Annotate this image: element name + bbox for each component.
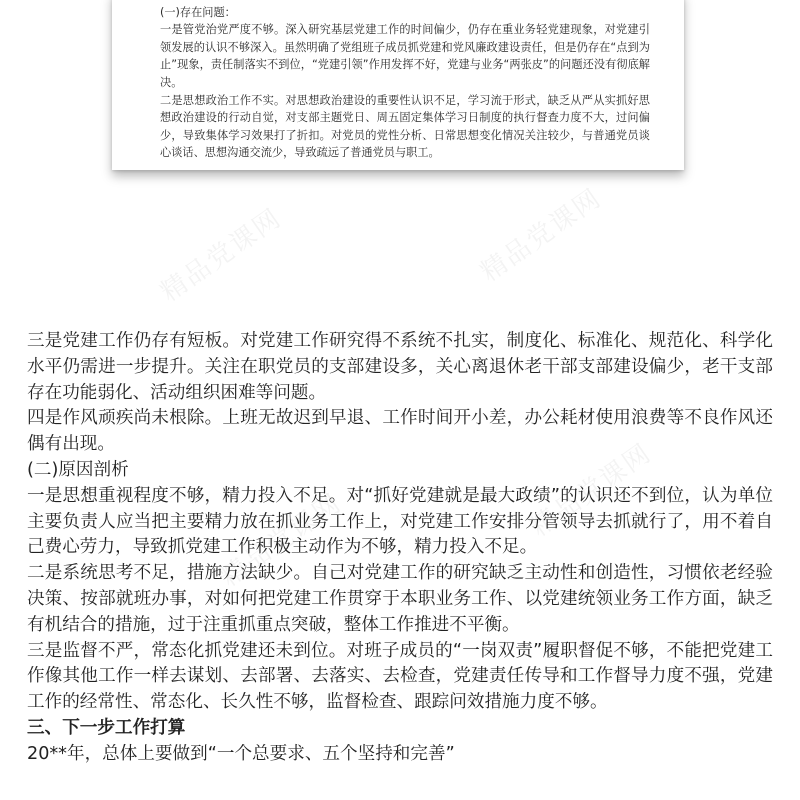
- watermark: 精品党课网: [475, 183, 608, 288]
- preview-content: [160, 0, 650, 162]
- preview-paragraph: 二是思想政治工作不实。对思想政治建设的重要性认识不足，学习流于形式，缺乏从严从实抓好思想政治建设的行动自觉，对支部主题党日、周五固定集体学习日制度的执行督查力度不大，过问偏少，导致集体学习效果打了折扣。对党员的党性分析、日常思想变化情况关注较少，与普通党员谈心谈话、思想沟通交流少，导致疏远了普通党员与职工。: [160, 93, 650, 160]
- body-paragraph: 一是思想重视程度不够，精力投入不足。对“抓好党建就是最大政绩”的认识还不到位，认为单位主要负责人应当把主要精力放在抓业务工作上，对党建工作安排分管领导去抓就行了，用不着自己费心劳力，导致抓党建工作积极主动作为不够，精力投入不足。: [27, 485, 773, 558]
- body-paragraph: 20**年，总体上要做到“一个总要求、五个坚持和完善”: [27, 743, 455, 764]
- body-paragraph: 四是作风顽疾尚未根除。上班无故迟到早退、工作时间开小差，办公耗材使用浪费等不良作风还偶有出现。: [27, 408, 773, 455]
- subsection-heading: (二)原因剖析: [27, 459, 129, 480]
- watermark: 精品党课网: [155, 203, 288, 308]
- document-preview-card: [112, 0, 684, 170]
- body-paragraph: 三是党建工作仍存有短板。对党建工作研究得不系统不扎实，制度化、标准化、规范化、科学化水平仍需进一步提升。关注在职党员的支部建设多，关心离退休老干部支部建设偏少，老干支部存在功能弱化、活动组织困难等问题。: [27, 331, 773, 403]
- preview-paragraph: 一是管党治党严度不够。深入研究基层党建工作的时间偏少，仍存在重业务轻党建现象，对党建引领发展的认识不够深入。虽然明确了党组班子成员抓党建和党风廉政建设责任，但是仍存在“点到为止”现象，责任制落实不到位，“党建引领”作用发挥不好，党建与业务“两张皮”的问题还没有彻底解决。: [160, 23, 650, 89]
- section-heading: 三、下一步工作打算: [27, 717, 186, 738]
- watermark: 精品党课网: [215, 488, 348, 593]
- watermark: 精品党课网: [525, 438, 658, 543]
- body-paragraph: 三是监督不严，常态化抓党建还未到位。对班子成员的“一岗双责”履职督促不够，不能把党建工作像其他工作一样去谋划、去部署、去落实、去检查，党建责任传导和工作督导力度不强，党建工作的经常性、常态化、长久性不够，监督检查、跟踪问效措施力度不够。: [27, 640, 773, 713]
- body-paragraph: 二是系统思考不足，措施方法缺少。自己对党建工作的研究缺乏主动性和创造性，习惯依老经验决策、按部就班办事，对如何把党建工作贯穿于本职业务工作、以党建统领业务工作方面，缺乏有机结合的措施，过于注重抓重点突破，整体工作推进不平衡。: [27, 563, 773, 635]
- document-body: [27, 329, 773, 768]
- preview-subheading: (一)存在问题：: [160, 5, 236, 19]
